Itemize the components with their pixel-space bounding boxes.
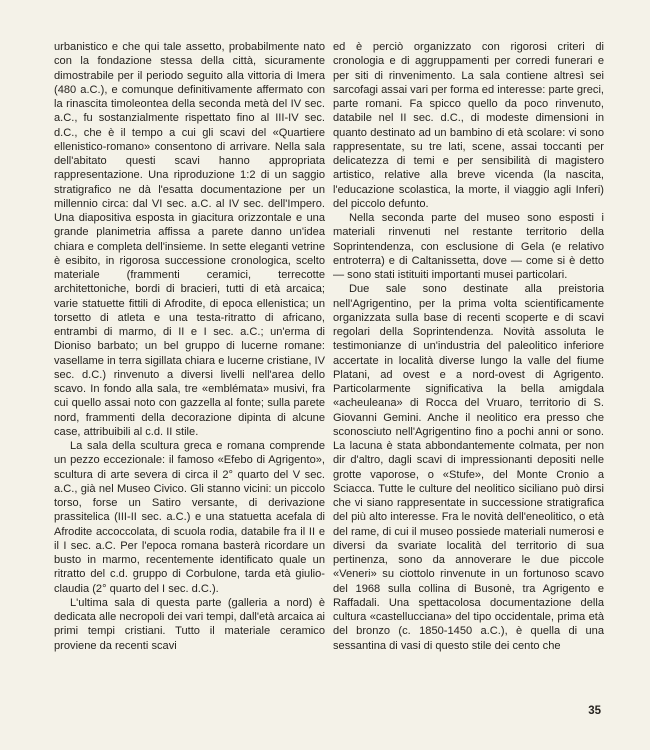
paragraph: ed è perciò organizzato con rigorosi criteri di cronologia e di aggruppamenti per corredi funerari e per siti di rinvenimento. La sala contiene altresì sei sarcofagi assai vari per forma ed interesse: parte greci, parte romani. Fa spicco quello da poco rinvenuto, databile nel II sec. d.C., di modeste dimensioni in quanto destinato ad un bambino di età scolare: vi sono rappresentate, su tre lati, scene, assai toccanti per delicatezza di temi e per sensibilità di magistero artistico, relative alla breve vicenda (la nascita, l'educazione scolastica, la morte, il viaggio agli Inferi) del piccolo defunto. — [333, 41, 604, 210]
paragraph: Due sale sono destinate alla preistoria nell'Agrigentino, per la prima volta scientificamente organizzata sulla base di recenti scoperte e di scavi regolari della Soprintendenza. Novità assoluta le testimonianze di un'industria del paleolitico inferiore accertate in località diverse lungo la valle del fiume Platani, ad ovest e a nord-ovest di Agrigento. Particolarmente significativa la bella amigdala «acheuleana» di Rocca del Vruaro, territorio di S. Giovanni Gemini. Anche il neolitico era presso che sconosciuto nell'Agrigentino fino a pochi anni or sono. La lacuna è stata abbondantemente colmata, per non dir d'altro, dagli scavi di impressionanti depositi nelle grotte vaporose, o «Stufe», del Monte Cronio a Sciacca. Tutte le culture del neolitico siciliano può dirsi che vi siano rappresentate in successione stratigrafica del più alto interesse. Fra le novità dell'eneolitico, o età del rame, di cui il museo possiede materiali numerosi e diversi da svariate località del territorio di sua pertinenza, sono da annoverare le due piccole «Veneri» su ciottolo rinvenute in un fortunoso scavo del 1968 sulla collina di Busonè, tra Agrigento e Raffadali. Una spettacolosa documentazione della cultura «castellucciana» del tipo occidentale, prima età del bronzo (c. 1850-1450 a.C.), è quella di una sessantina di vasi di questo stile dei cento che — [333, 283, 604, 652]
paragraph: Nella seconda parte del museo sono esposti i materiali rinvenuti nel restante territorio della Soprintendenza, con esclusione di Gela (e relativo entroterra) e di Caltanissetta, dove — come si è detto — sono stati istituiti importanti musei particolari. — [333, 212, 604, 281]
paragraph: La sala della scultura greca e romana comprende un pezzo eccezionale: il famoso «Efebo di Agrigento», scultura di arte severa di circa il 2° quarto del V sec. a.C., già nel Museo Civico. Gli stanno vicini: un piccolo torso, forse un Satiro versante, di derivazione prassitelica (III-II sec. a.C.) e una statuetta acefala di Afrodite accoccolata, di scuola rodia, databile fra il II e il I sec. a.C. Per l'epoca romana basterà ricordare un busto in marmo, recentemente identificato quale un ritratto del c.d. gruppo di Corbulone, tarda età giulio-claudia (2° quarto del I sec. d.C.). — [54, 440, 325, 595]
page-number: 35 — [588, 705, 601, 717]
paragraph: L'ultima sala di questa parte (galleria a nord) è dedicata alle necropoli dei vari tempi, dall'età arcaica ai primi tempi cristiani. Tutto il materiale ceramico proviene da recenti scavi — [54, 596, 325, 652]
left-text-column — [54, 40, 325, 653]
right-text-column — [333, 40, 604, 653]
paragraph: urbanistico e che qui tale assetto, probabilmente nato con la fondazione stessa della città, sicuramente dimostrabile per il periodo seguito alla vittoria di Imera (480 a.C.), e comunque definitivamente affermato con la rinascita timoleontea della seconda metà del IV sec. a.C., fu sostanzialmente rispettato fino al III-IV sec. d.C., che è il tempo a cui gli scavi del «Quartiere ellenistico-romano» consentono di arrivare. Nella sala dell'abitato questi scavi hanno appropriata rappresentazione. Una riproduzione 1:2 di un saggio stratigrafico ne dà l'esatta documentazione per un millennio circa: dal VI sec. a.C. al IV sec. dell'Impero. Una diapositiva esposta in giacitura orizzontale e una grande planimetria affissa a parete danno un'idea chiara e completa dell'insieme. In sette eleganti vetrine è esibito, in rigorosa successione cronologica, scelto materiale (frammenti ceramici, terrecotte architettoniche, bordi di bracieri, tutti di età arcaica; varie statuette fittili di Afrodite, di epoca ellenistica; un torsetto di atleta e una testa-ritratto di africano, entrambi di marmo, di II e I sec. a.C.; un'erma di Dioniso barbato; un bel gruppo di lucerne romane: vasellame in terra sigillata chiara e lucerne cristiane, IV sec. d.C.) rinvenuto a diversi livelli nell'area dello scavo. In fondo alla sala, tre «emblémata» musivi, fra cui quello assai noto con gazzella al fonte; sulla parete nord, frammenti della decorazione dipinta di alcune case, attribuibili al c.d. II stile. — [54, 41, 325, 438]
